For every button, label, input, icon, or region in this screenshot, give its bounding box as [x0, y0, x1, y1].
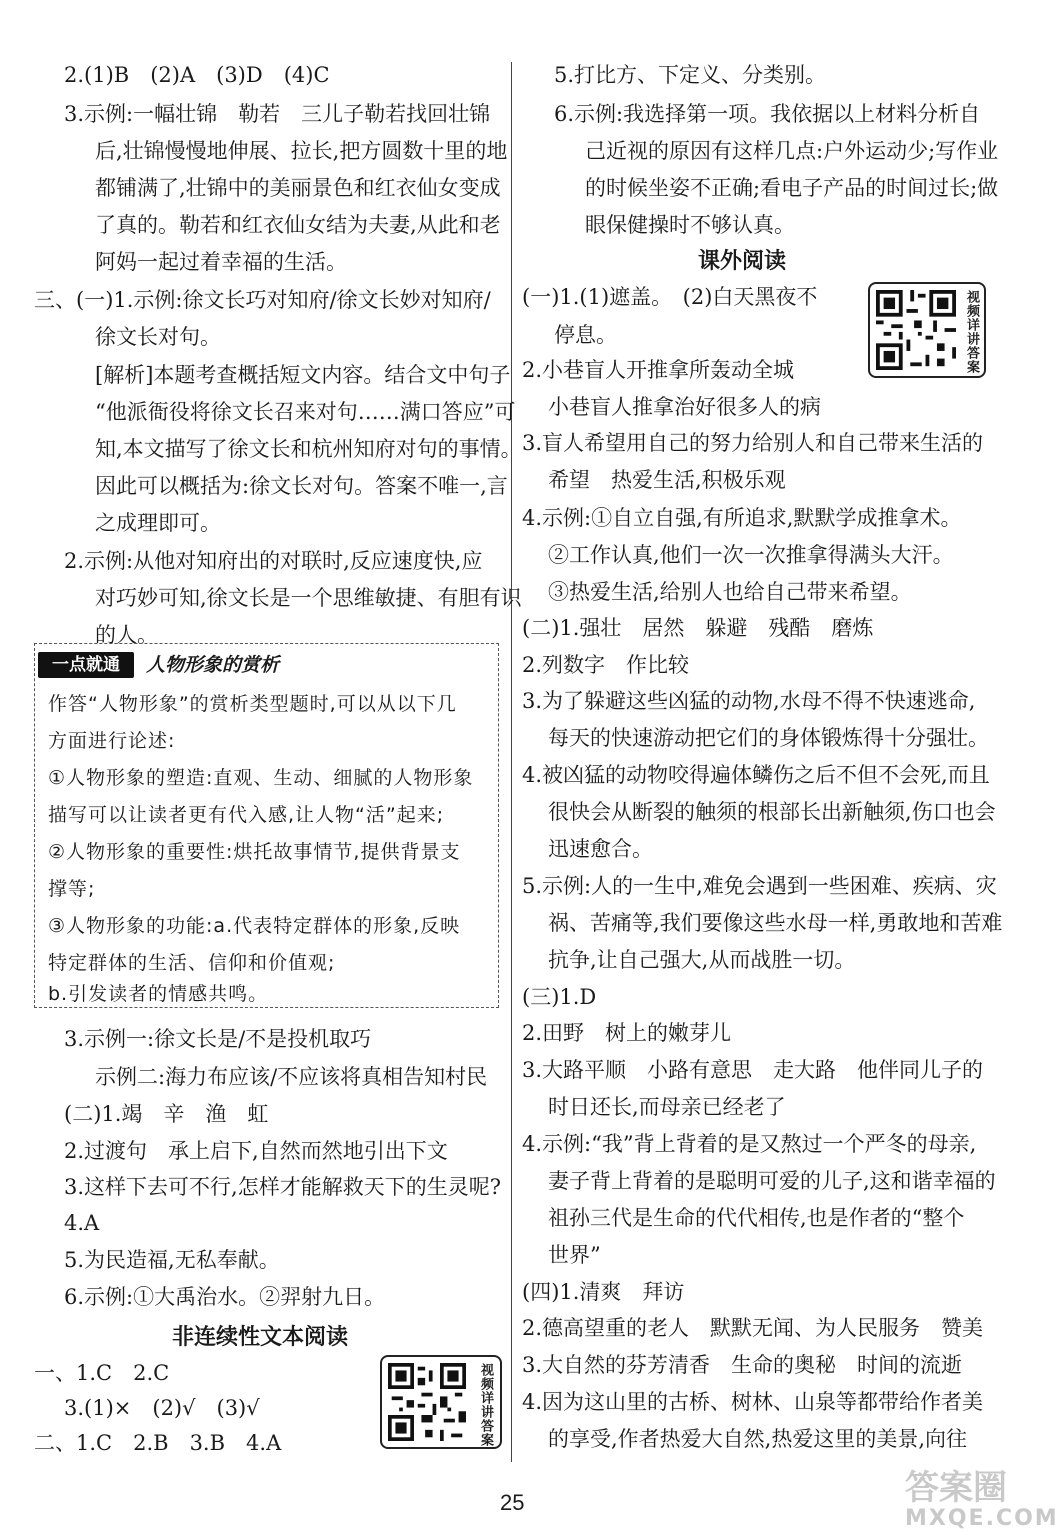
answer-line: 3.示例:一幅壮锦 勒若 三儿子勒若找回壮锦: [64, 102, 491, 126]
answer-line: 5.示例:人的一生中,难免会遇到一些困难、疾病、灾: [522, 874, 997, 898]
answer-line: 3.这样下去可不行,怎样才能解救天下的生灵呢?: [64, 1175, 501, 1199]
answer-line: 祖孙三代是生命的代代相传,也是作者的“整个: [548, 1206, 965, 1230]
answer-line: 3.盲人希望用自己的努力给别人和自己带来生活的: [522, 431, 984, 455]
answer-line: 的时候坐姿不正确;看电子产品的时间过长;做: [585, 176, 999, 200]
answer-line: 世界”: [548, 1243, 601, 1267]
tip-line: b.引发读者的情感共鸣。: [48, 983, 269, 1005]
tip-line: 描写可以让读者更有代入感,让人物“活”起来;: [48, 804, 445, 826]
answer-line: 抗争,让自己强大,从而战胜一切。: [548, 948, 856, 972]
answer-line: (一)1.(1)遮盖。 (2)白天黑夜不: [522, 285, 818, 309]
answer-line: 2.田野 树上的嫩芽儿: [522, 1021, 732, 1045]
answer-line: 3.(1)× (2)√ (3)√: [64, 1396, 260, 1420]
answer-line: 己近视的原因有这样几点:户外运动少;写作业: [585, 139, 999, 163]
answer-line: 了真的。勒若和红衣仙女结为夫妻,从此和老: [95, 213, 501, 237]
tip-line: 方面进行论述:: [48, 730, 176, 752]
answer-line: 示例二:海力布应该/不应该将真相告知村民: [95, 1065, 488, 1089]
answer-line: 5.为民造福,无私奉献。: [64, 1248, 280, 1272]
answer-line: 2.(1)B (2)A (3)D (4)C: [64, 63, 330, 87]
section-heading-extracurricular: 课外阅读: [698, 248, 787, 274]
watermark-logo: [905, 1470, 1059, 1531]
qr-code-icon: [876, 290, 956, 370]
answer-line: 6.示例:我选择第一项。我依据以上材料分析自: [554, 102, 981, 126]
answer-line: (四)1.清爽 拜访: [522, 1280, 685, 1304]
answer-line: 4.示例:①自立自强,有所追求,默默学成推拿术。: [522, 506, 962, 530]
answer-line: 二、1.C 2.B 3.B 4.A: [34, 1431, 282, 1455]
answer-line: 4.因为这山里的古桥、树林、山泉等都带给作者美: [522, 1390, 984, 1414]
answer-line: 对巧妙可知,徐文长是一个思维敏捷、有胆有识: [95, 586, 522, 610]
answer-line: 2.小巷盲人开推拿所轰动全城: [522, 358, 795, 382]
watermark-url: MXQE.COM: [905, 1506, 1059, 1531]
answer-line: 2.过渡句 承上启下,自然而然地引出下文: [64, 1139, 448, 1163]
answer-line: ③热爱生活,给别人也给自己带来希望。: [548, 580, 912, 604]
analysis-line: 因此可以概括为:徐文长对句。答案不唯一,言: [95, 474, 508, 498]
answer-line: 2.德高望重的老人 默默无闻、为人民服务 赞美: [522, 1316, 984, 1340]
answer-line: 阿妈一起过着幸福的生活。: [95, 250, 347, 274]
answer-line: 时日还长,而母亲已经老了: [548, 1095, 786, 1119]
answer-line: 4.A: [64, 1211, 100, 1235]
qr-code-video-answers[interactable]: [868, 282, 986, 378]
answer-line: 后,壮锦慢慢地伸展、拉长,把方圆数十里的地: [95, 139, 508, 163]
answer-line: 三、(一)1.示例:徐文长巧对知府/徐文长妙对知府/: [34, 288, 491, 312]
tip-line: 撑等;: [48, 878, 96, 900]
qr-code-icon: [388, 1363, 466, 1441]
qr-label: 视频详讲答案: [478, 1363, 493, 1447]
tip-line: ②人物形象的重要性:烘托故事情节,提供背景支: [48, 841, 461, 863]
answer-line: 的人。: [95, 623, 158, 647]
answer-line: ②工作认真,他们一次一次推拿得满头大汗。: [548, 543, 954, 567]
answer-line: 一、1.C 2.C: [34, 1361, 170, 1385]
answer-line: 2.列数字 作比较: [522, 653, 690, 677]
tip-line: 特定群体的生活、信仰和价值观;: [48, 952, 336, 974]
answer-line: 的享受,作者热爱大自然,热爱这里的美景,向往: [548, 1427, 968, 1451]
page-number: 25: [500, 1490, 525, 1515]
column-divider: [511, 62, 512, 1462]
answer-line: 小巷盲人推拿治好很多人的病: [548, 395, 821, 419]
answer-line: 徐文长对句。: [95, 325, 221, 349]
watermark-text: 答案圈: [905, 1468, 1007, 1508]
tip-title: 人物形象的赏析: [146, 654, 280, 676]
analysis-line: [解析]本题考查概括短文内容。结合文中句子: [95, 363, 511, 387]
answer-line: 妻子背上背着的是聪明可爱的儿子,这和谐幸福的: [548, 1169, 996, 1193]
answer-line: 4.示例:“我”背上背着的是又熬过一个严冬的母亲,: [522, 1132, 977, 1156]
answer-line: 3.大路平顺 小路有意思 走大路 他伴同儿子的: [522, 1058, 984, 1082]
tip-tag: 一点就通: [38, 652, 134, 678]
answer-line: 3.大自然的芬芳清香 生命的奥秘 时间的流逝: [522, 1353, 963, 1377]
qr-label: 视频详讲答案: [964, 290, 979, 374]
answer-line: 6.示例:①大禹治水。②羿射九日。: [64, 1285, 386, 1309]
tip-line: ①人物形象的塑造:直观、生动、细腻的人物形象: [48, 767, 474, 789]
analysis-line: “他派衙役将徐文长召来对句……满口答应”可: [95, 400, 516, 424]
qr-code-video-answers[interactable]: [380, 1355, 502, 1449]
answer-line: 5.打比方、下定义、分类别。: [554, 63, 827, 87]
answer-line: 眼保健操时不够认真。: [585, 213, 795, 237]
analysis-line: 之成理即可。: [95, 511, 221, 535]
answer-line: 停息。: [554, 323, 617, 347]
answer-line: 很快会从断裂的触须的根部长出新触须,伤口也会: [548, 800, 996, 824]
answer-line: 每天的快速游动把它们的身体锻炼得十分强壮。: [548, 726, 989, 750]
answer-line: 4.被凶猛的动物咬得遍体鳞伤之后不但不会死,而且: [522, 763, 990, 787]
answer-line: 迅速愈合。: [548, 837, 653, 861]
answer-line: 祸、苦痛等,我们要像这些水母一样,勇敢地和苦难: [548, 911, 1003, 935]
answer-line: (二)1.强壮 居然 躲避 残酷 磨炼: [522, 616, 874, 640]
answer-line: 希望 热爱生活,积极乐观: [548, 468, 786, 492]
answer-line: (二)1.竭 辛 渔 虹: [64, 1102, 269, 1126]
answer-line: 3.示例一:徐文长是/不是投机取巧: [64, 1027, 372, 1051]
answer-line: 都铺满了,壮锦中的美丽景色和红衣仙女变成: [95, 176, 501, 200]
answer-line: 2.示例:从他对知府出的对联时,反应速度快,应: [64, 549, 483, 573]
analysis-line: 知,本文描写了徐文长和杭州知府对句的事情。: [95, 437, 522, 461]
section-heading-nonlinear: 非连续性文本阅读: [172, 1324, 349, 1350]
tip-line: ③人物形象的功能:a.代表特定群体的形象,反映: [48, 915, 461, 937]
tip-line: 作答“人物形象”的赏析类型题时,可以从以下几: [48, 693, 457, 715]
answer-line: 3.为了躲避这些凶猛的动物,水母不得不快速逃命,: [522, 689, 976, 713]
answer-line: (三)1.D: [522, 985, 597, 1009]
